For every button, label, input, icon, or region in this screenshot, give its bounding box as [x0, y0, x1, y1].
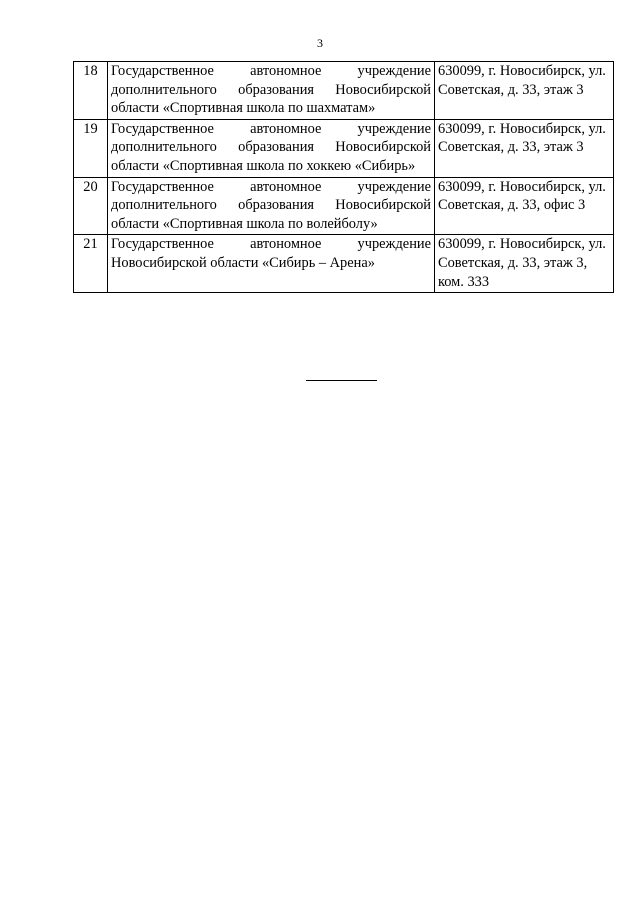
row-number: 21 — [74, 235, 108, 293]
end-of-document-rule — [306, 380, 377, 381]
institution-address: 630099, г. Новосибирск, ул. Советская, д. 33, офис 3 — [435, 177, 614, 235]
table-row — [74, 62, 614, 120]
institutions-table — [73, 61, 614, 293]
institution-address: 630099, г. Новосибирск, ул. Советская, д. 33, этаж 3 — [435, 119, 614, 177]
institution-address: 630099, г. Новосибирск, ул. Советская, д. 33, этаж 3 — [435, 62, 614, 120]
row-number: 20 — [74, 177, 108, 235]
table-row — [74, 177, 614, 235]
row-number: 18 — [74, 62, 108, 120]
page-number: 3 — [317, 36, 323, 50]
table-row — [74, 235, 614, 293]
institution-name: Государственное автономное учреждение дополнительного образования Новосибирской области «Спортивная школа по волейболу» — [108, 177, 435, 235]
table-row — [74, 119, 614, 177]
institution-name: Государственное автономное учреждение Новосибирской области «Сибирь – Арена» — [108, 235, 435, 293]
institution-address: 630099, г. Новосибирск, ул. Советская, д. 33, этаж 3, ком. 333 — [435, 235, 614, 293]
row-number: 19 — [74, 119, 108, 177]
institution-name: Государственное автономное учреждение дополнительного образования Новосибирской области «Спортивная школа по хоккею «Сибирь» — [108, 119, 435, 177]
institution-name: Государственное автономное учреждение дополнительного образования Новосибирской области «Спортивная школа по шахматам» — [108, 62, 435, 120]
